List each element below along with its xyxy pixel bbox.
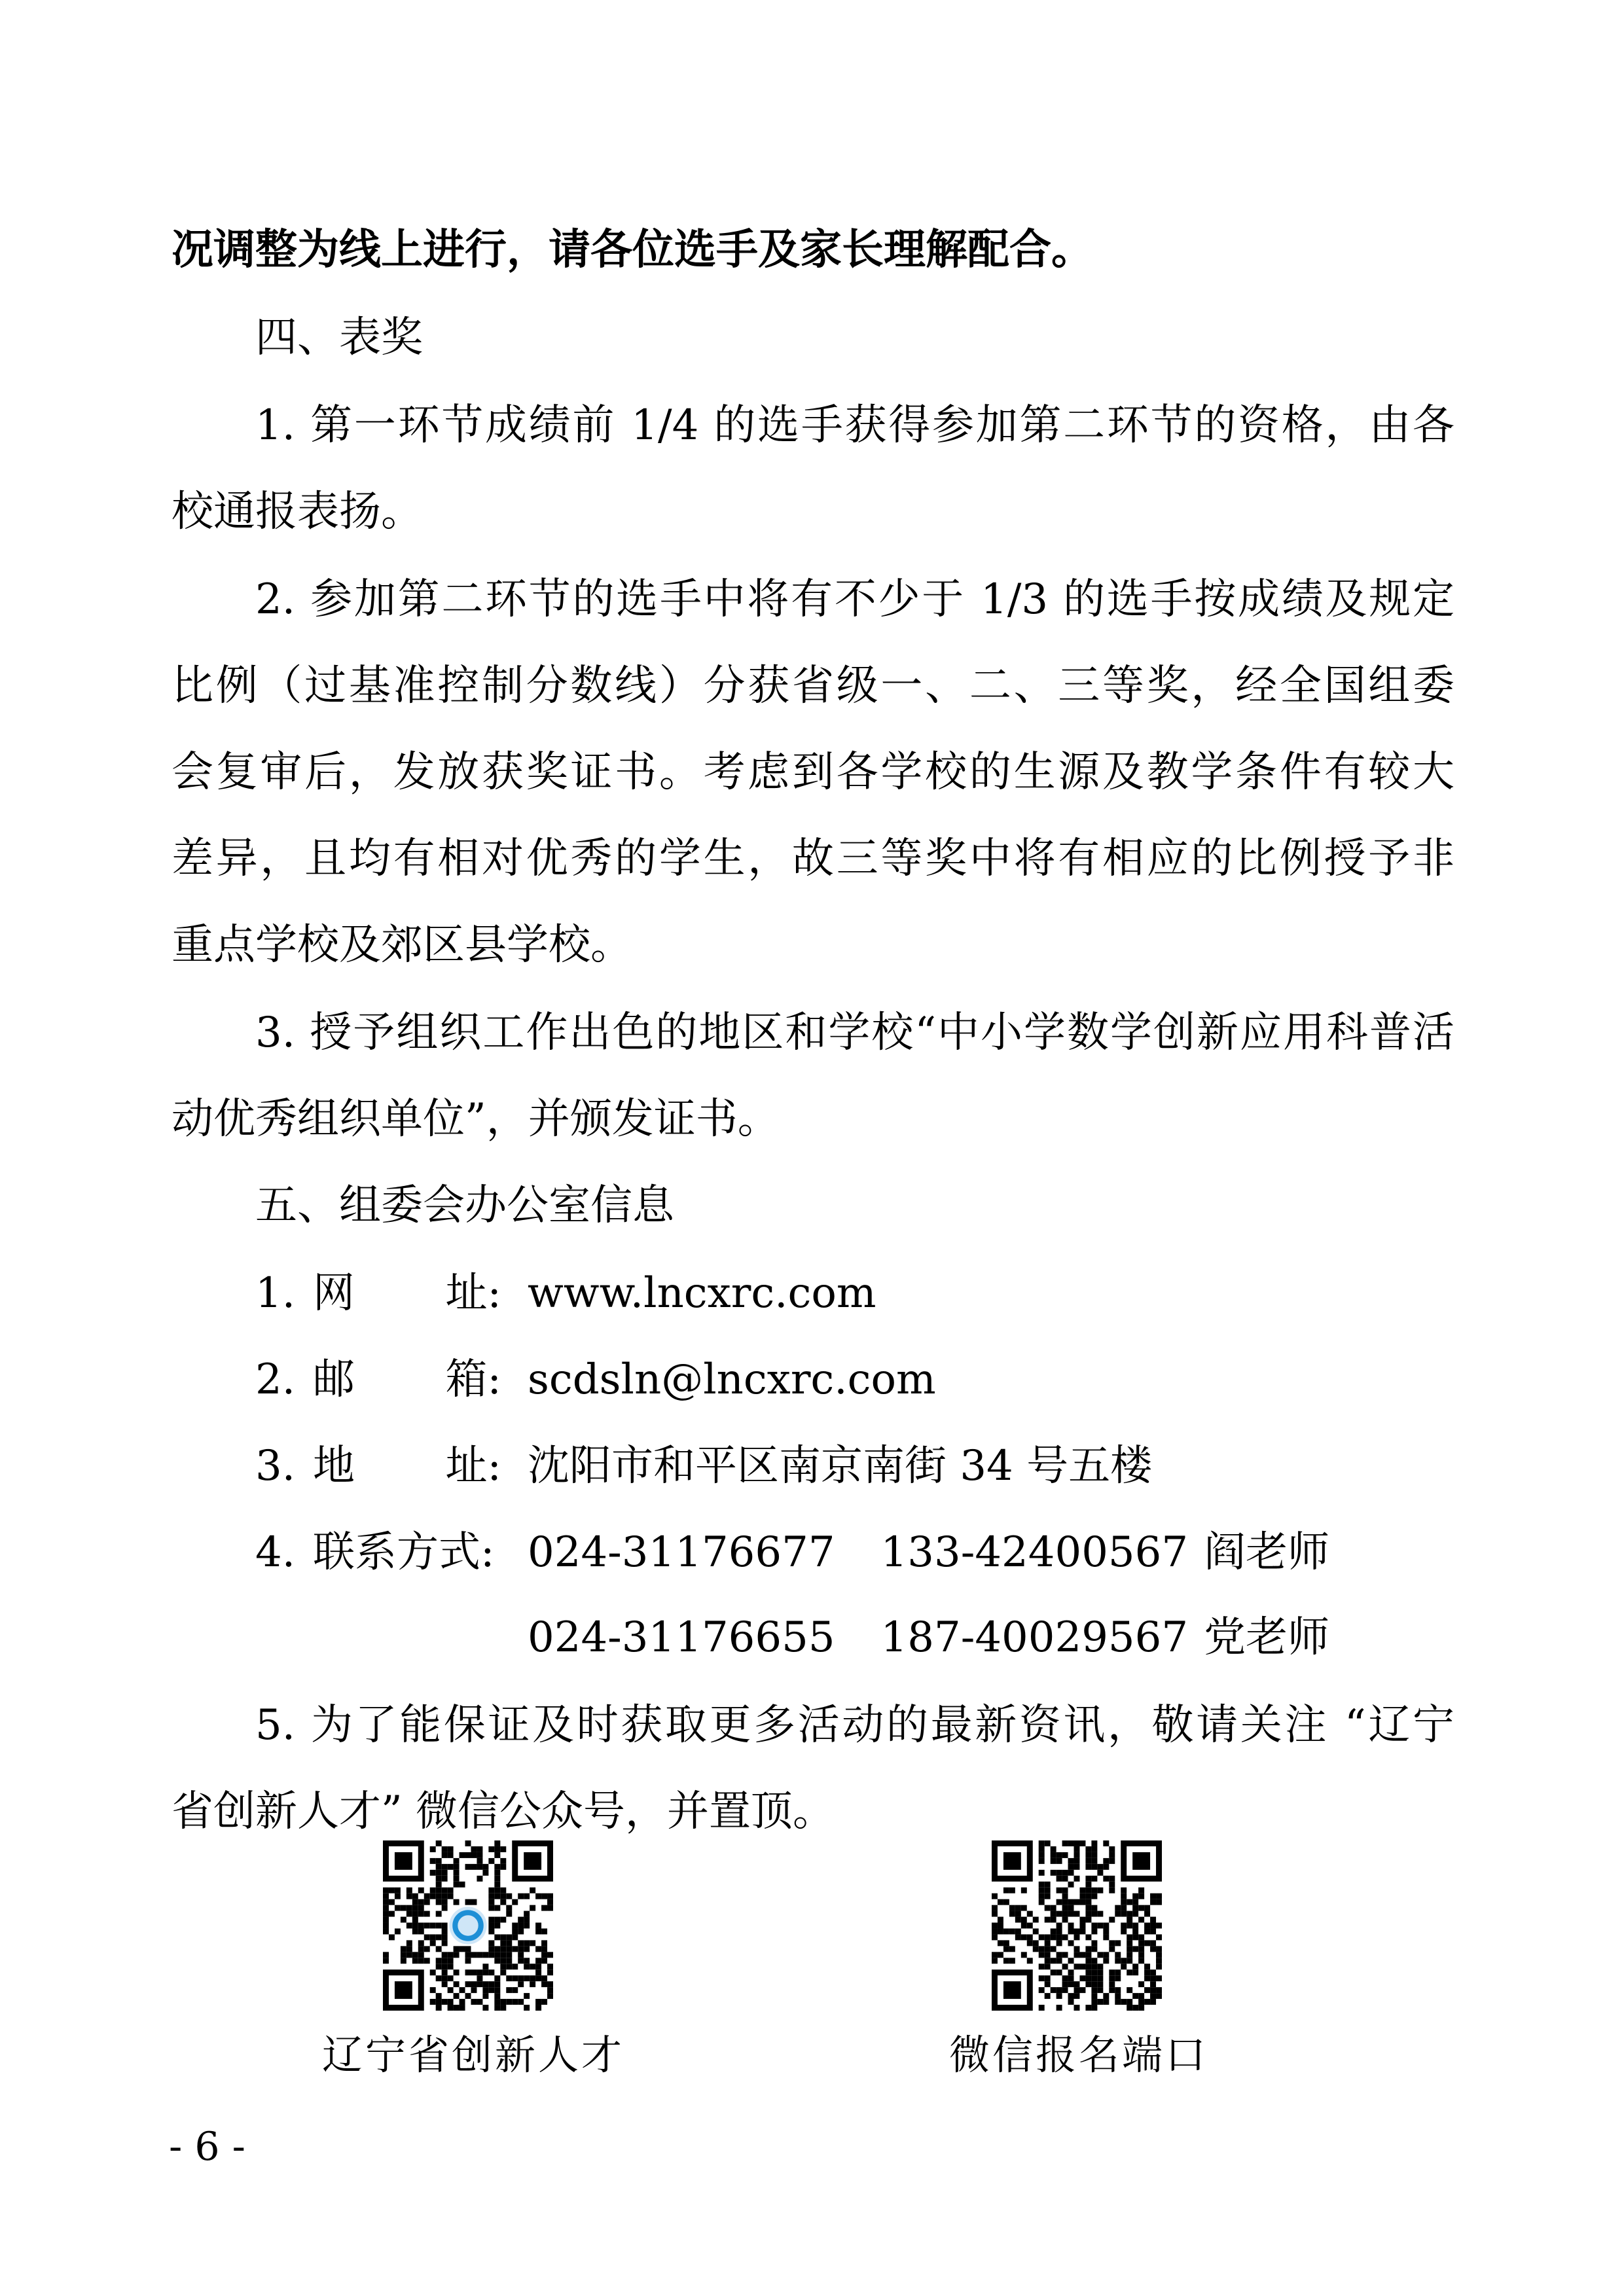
office-contact-label: 4. 联系方式: <box>255 1528 495 1577</box>
office-address-label: 3. 地 址: <box>255 1442 501 1490</box>
contact-mobile: 133-42400567 <box>880 1528 1189 1577</box>
office-contact-row-1 <box>255 1526 1375 1579</box>
office-contact-value-2 <box>528 1611 1375 1664</box>
qr-caption-wechat-registration: 微信报名端口 <box>949 2031 1209 2079</box>
award-item-3-line-2: 动优秀组织单位”，并颁发证书。 <box>171 1095 780 1143</box>
contact-name: 党老师 <box>1204 1613 1330 1662</box>
office-address-row <box>255 1440 1152 1492</box>
contact-name: 阎老师 <box>1204 1528 1330 1577</box>
office-website-row <box>255 1267 876 1319</box>
qr-code-icon <box>992 1840 1162 2011</box>
office-contact-row-2 <box>255 1611 1375 1664</box>
qr-code-icon <box>383 1840 553 2011</box>
office-email-value: scdsln@lncxrc.com <box>528 1355 936 1404</box>
office-item-5-line-2: 省创新人才” 微信公众号，并置顶。 <box>171 1787 835 1836</box>
section-heading-awards: 四、表奖 <box>255 314 423 362</box>
office-email-row <box>255 1354 936 1406</box>
section-heading-office-info: 五、组委会办公室信息 <box>255 1181 674 1230</box>
page-number: - 6 - <box>169 2124 245 2170</box>
office-email-label: 2. 邮 箱: <box>255 1355 501 1404</box>
contact-phone: 024-31176677 <box>528 1528 835 1577</box>
award-item-1-line-2: 校通报表扬。 <box>171 488 423 536</box>
award-item-2-line-3: 会复审后，发放获奖证书。考虑到各学校的生源及教学条件有较大 <box>171 748 1454 797</box>
office-item-5-line-1: 5. 为了能保证及时获取更多活动的最新资讯，敬请关注 “辽宁 <box>255 1701 1454 1749</box>
contact-mobile: 187-40029567 <box>880 1613 1189 1662</box>
office-website-value: www.lncxrc.com <box>528 1269 876 1318</box>
office-address-value: 沈阳市和平区南京南街 34 号五楼 <box>528 1442 1153 1490</box>
award-item-2-line-5: 重点学校及郊区县学校。 <box>171 921 632 969</box>
award-item-2-line-2: 比例（过基准控制分数线）分获省级一、二、三等奖，经全国组委 <box>171 662 1454 710</box>
contact-phone: 024-31176655 <box>528 1613 835 1662</box>
office-contact-value-1 <box>528 1526 1375 1579</box>
qr-caption-innovation-talent: 辽宁省创新人才 <box>322 2031 625 2079</box>
paragraph-continuation: 况调整为线上进行，请各位选手及家长理解配合。 <box>171 225 1093 274</box>
award-item-3-line-1: 3. 授予组织工作出色的地区和学校“中小学数学创新应用科普活 <box>255 1009 1454 1057</box>
award-item-1-line-1: 1. 第一环节成绩前 1/4 的选手获得参加第二环节的资格，由各 <box>255 401 1454 450</box>
award-item-2-line-1: 2. 参加第二环节的选手中将有不少于 1/3 的选手按成绩及规定 <box>255 575 1454 624</box>
award-item-2-line-4: 差异，且均有相对优秀的学生，故三等奖中将有相应的比例授予非 <box>171 834 1454 883</box>
office-website-label: 1. 网 址: <box>255 1269 501 1318</box>
